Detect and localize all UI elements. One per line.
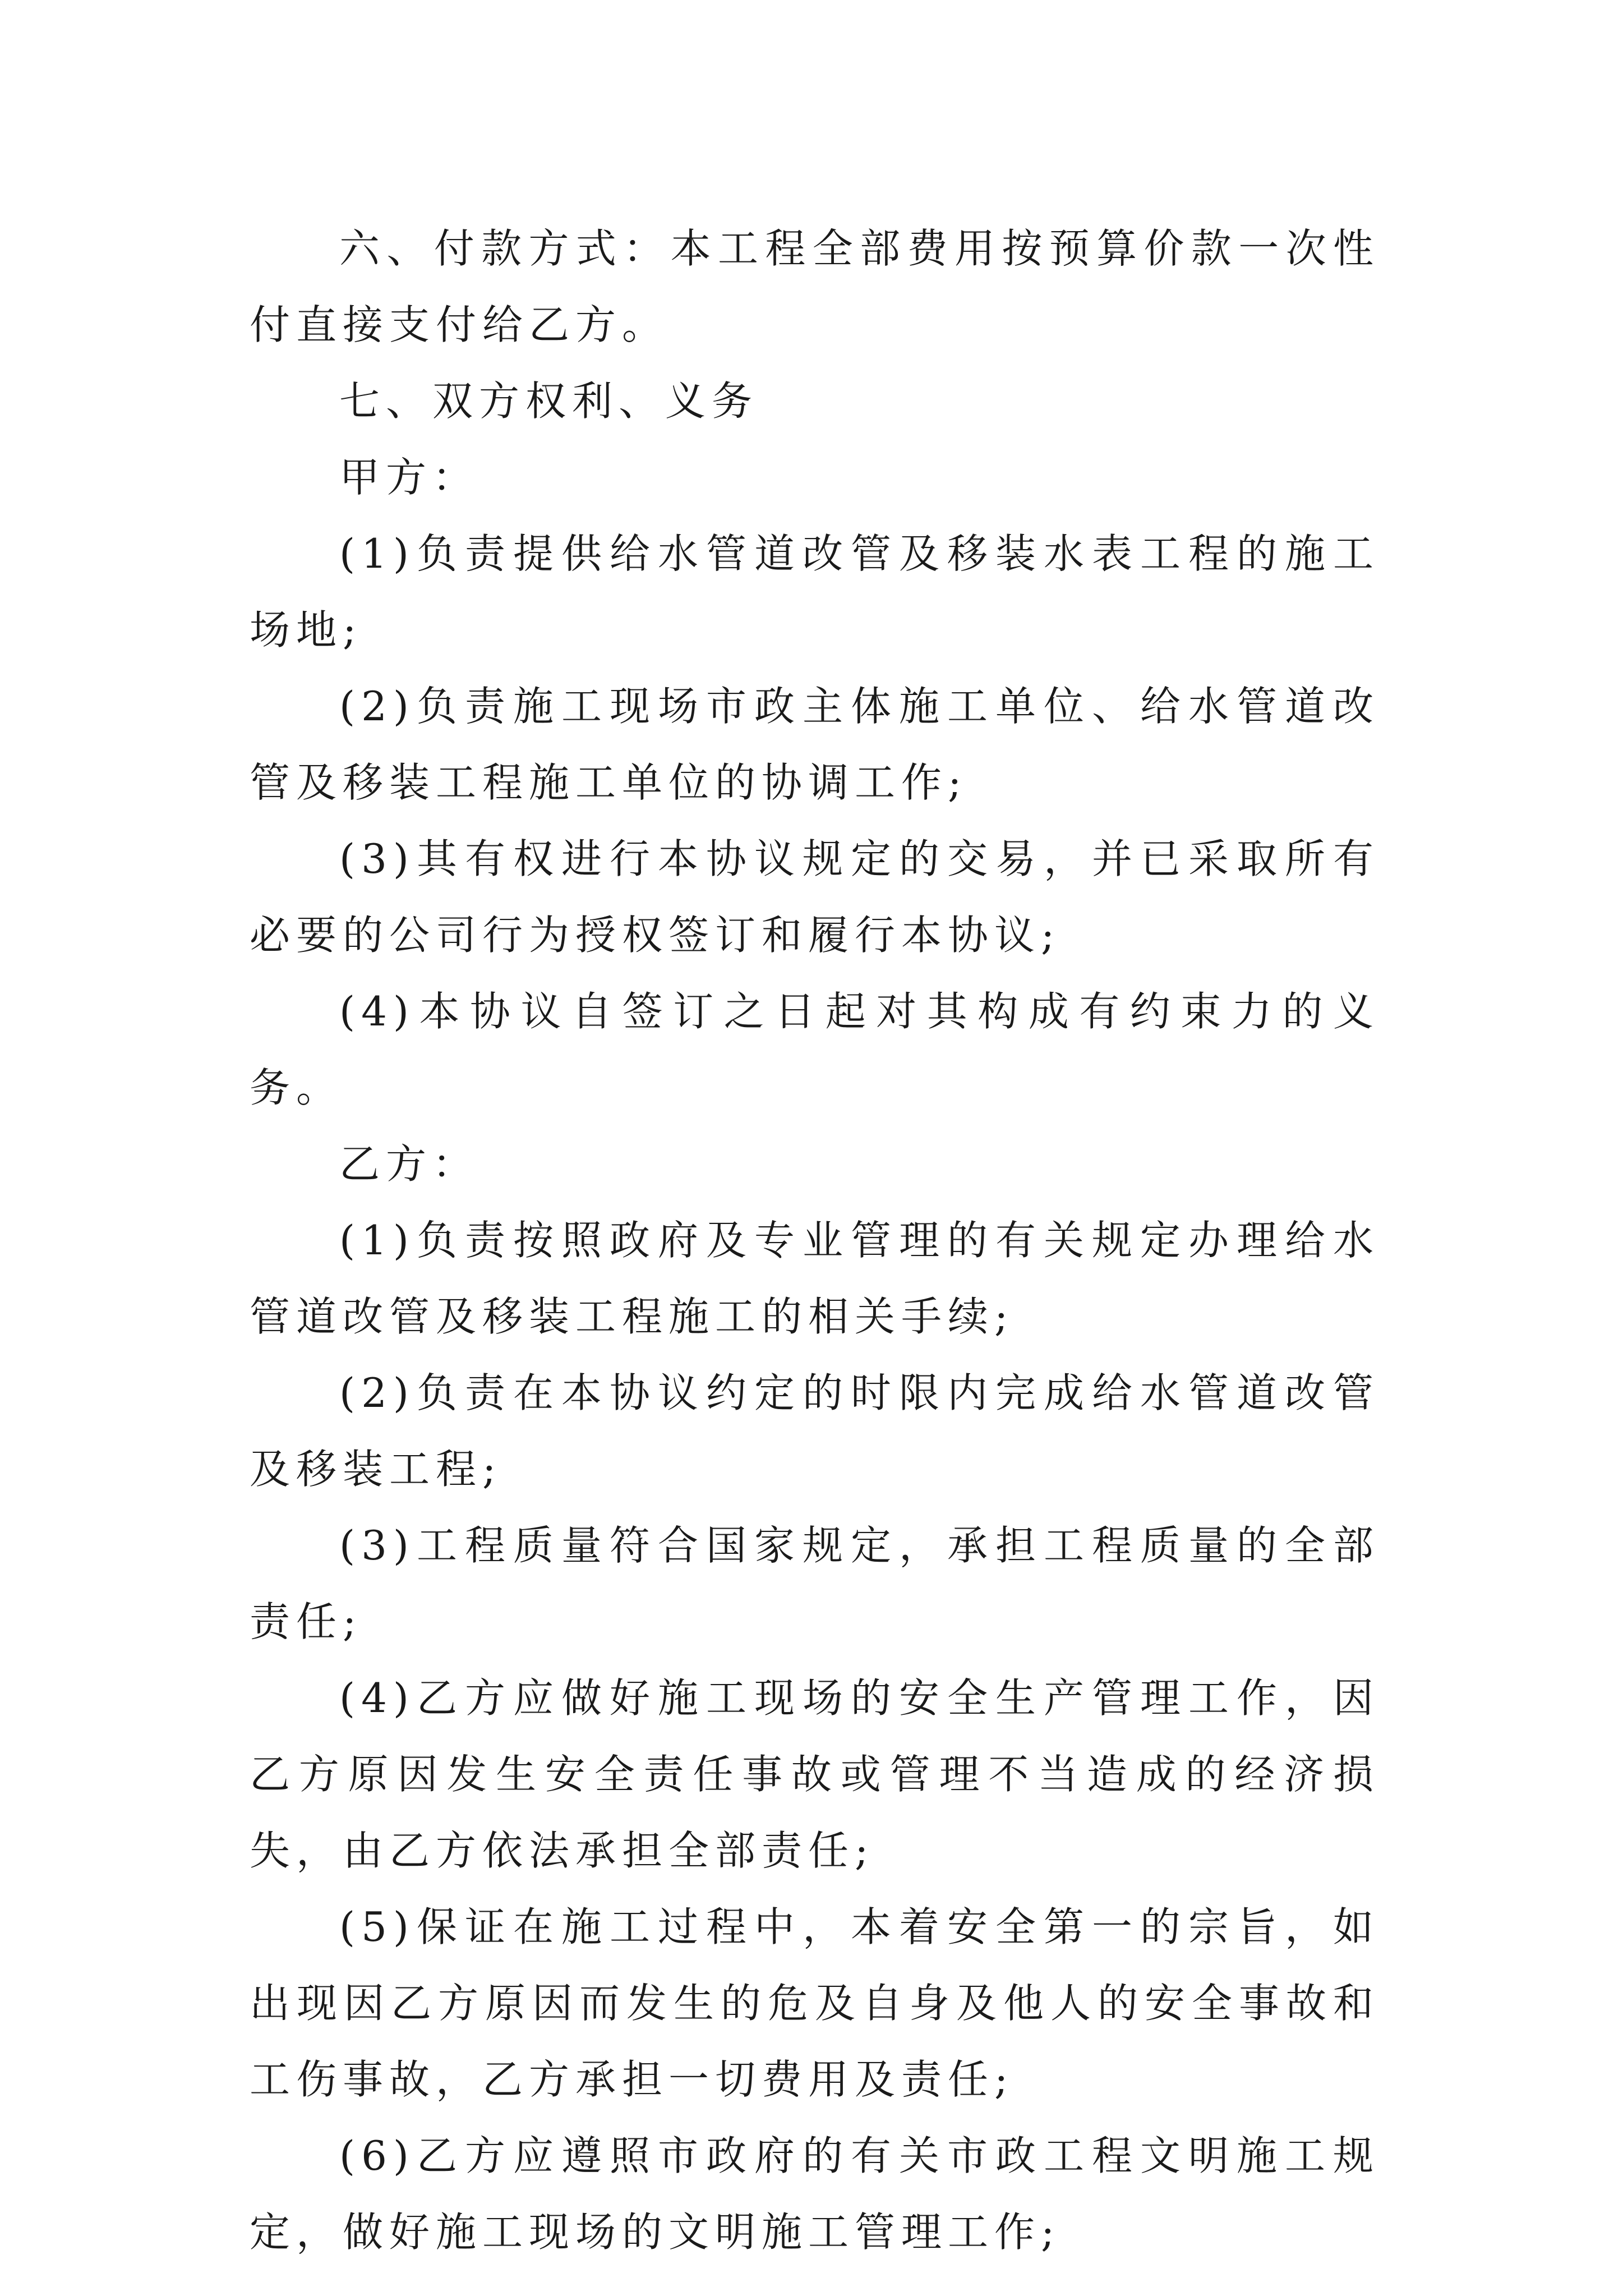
paragraph-payment-method: 六、付款方式：本工程全部费用按预算价款一次性付直接支付给乙方。 [250,225,1380,348]
party-b-item-6: (6)乙方应遵照市政府的有关市政工程文明施工规定，做好施工现场的文明施工管理工作; [250,2132,1380,2256]
party-a-item-3: (3)其有权进行本协议规定的交易，并已采取所有必要的公司行为授权签订和履行本协议; [250,835,1380,959]
document-body [250,210,1380,2270]
party-a-label: 甲方： [339,454,479,501]
party-a-item-4: (4)本协议自签订之日起对其构成有约束力的义务。 [250,988,1380,1111]
party-b-label: 乙方： [339,1140,479,1188]
party-a-item-1: (1)负责提供给水管道改管及移装水表工程的施工场地; [250,530,1380,654]
party-a-item-2: (2)负责施工现场市政主体施工单位、给水管道改管及移装工程施工单位的协调工作; [250,683,1380,806]
party-b-item-5: (5)保证在施工过程中，本着安全第一的宗旨，如出现因乙方原因而发生的危及自身及他人的安全事故和工伤事故，乙方承担一切费用及责任; [250,1903,1380,2103]
party-b-item-2: (2)负责在本协议约定的时限内完成给水管道改管及移装工程; [250,1369,1380,1493]
party-b-item-1: (1)负责按照政府及专业管理的有关规定办理给水管道改管及移装工程施工的相关手续; [250,1217,1380,1340]
heading-rights-obligations: 七、双方权利、义务 [339,378,759,425]
party-b-item-3: (3)工程质量符合国家规定，承担工程质量的全部责任; [250,1522,1380,1645]
party-b-item-4: (4)乙方应做好施工现场的安全生产管理工作，因乙方原因发生安全责任事故或管理不当造成的经济损失，由乙方依法承担全部责任; [250,1674,1380,1874]
